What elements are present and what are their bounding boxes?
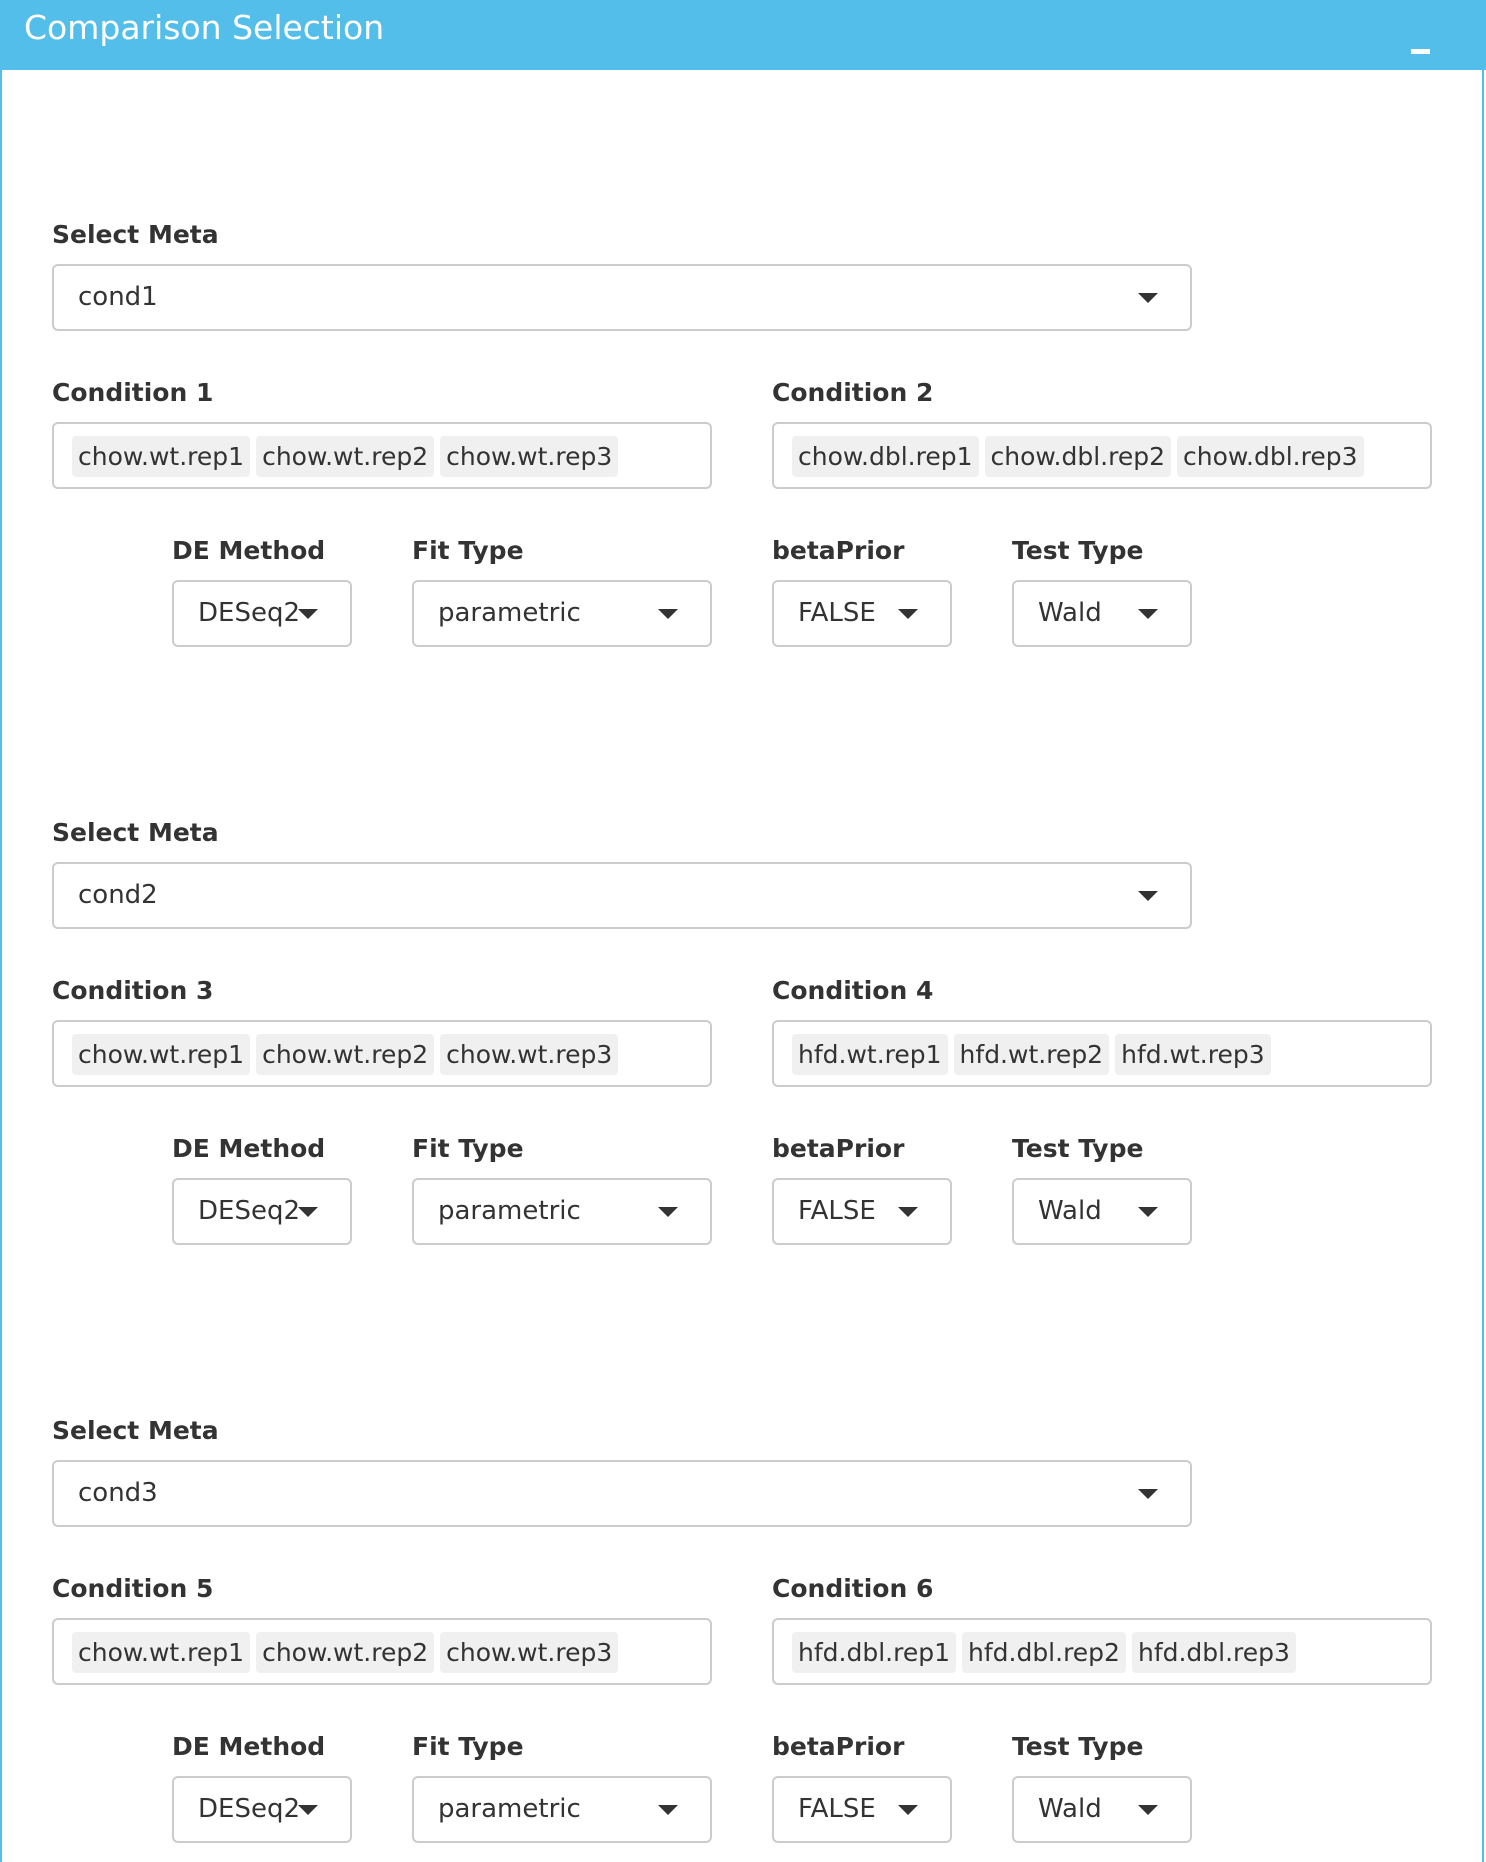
caret-down-icon	[1138, 609, 1158, 619]
beta-prior-value: FALSE	[798, 1794, 876, 1824]
sample-chip[interactable]: chow.wt.rep3	[440, 1632, 618, 1673]
caret-down-icon	[898, 1207, 918, 1217]
de-method-value: DESeq2	[198, 1196, 300, 1226]
fit-type-dropdown[interactable]	[412, 580, 712, 647]
sample-chip[interactable]: chow.dbl.rep3	[1177, 436, 1364, 477]
test-type-dropdown[interactable]	[1012, 580, 1192, 647]
panel-header	[2, 0, 1486, 70]
sample-chip[interactable]: chow.wt.rep1	[72, 1034, 250, 1075]
sample-chip[interactable]: chow.wt.rep2	[256, 436, 434, 477]
de-method-dropdown[interactable]	[172, 1776, 352, 1843]
select-meta-label: Select Meta	[52, 220, 219, 249]
condition-a-label: Condition 1	[52, 378, 214, 407]
beta-prior-label: betaPrior	[772, 536, 905, 565]
fit-type-value: parametric	[438, 1794, 581, 1824]
select-meta-dropdown[interactable]	[52, 264, 1192, 331]
condition-b-label: Condition 4	[772, 976, 934, 1005]
caret-down-icon	[658, 1805, 678, 1815]
condition-a-input[interactable]	[52, 1618, 712, 1685]
condition-b-label: Condition 6	[772, 1574, 934, 1603]
condition-b-input[interactable]	[772, 1618, 1432, 1685]
caret-down-icon	[298, 1805, 318, 1815]
caret-down-icon	[658, 609, 678, 619]
sample-chip[interactable]: chow.dbl.rep2	[985, 436, 1172, 477]
sample-chip[interactable]: chow.wt.rep3	[440, 436, 618, 477]
sample-chip[interactable]: chow.wt.rep2	[256, 1632, 434, 1673]
de-method-value: DESeq2	[198, 598, 300, 628]
select-meta-value: cond1	[78, 282, 158, 312]
sample-chip[interactable]: hfd.wt.rep3	[1115, 1034, 1271, 1075]
panel-title: Comparison Selection	[24, 8, 385, 47]
fit-type-value: parametric	[438, 598, 581, 628]
beta-prior-label: betaPrior	[772, 1134, 905, 1163]
de-method-dropdown[interactable]	[172, 1178, 352, 1245]
test-type-value: Wald	[1038, 1196, 1102, 1226]
minus-icon	[1411, 49, 1430, 54]
caret-down-icon	[658, 1207, 678, 1217]
test-type-dropdown[interactable]	[1012, 1178, 1192, 1245]
fit-type-label: Fit Type	[412, 536, 524, 565]
select-meta-value: cond3	[78, 1478, 158, 1508]
test-type-label: Test Type	[1012, 1134, 1144, 1163]
caret-down-icon	[1138, 1805, 1158, 1815]
beta-prior-dropdown[interactable]	[772, 1776, 952, 1843]
beta-prior-value: FALSE	[798, 598, 876, 628]
de-method-dropdown[interactable]	[172, 580, 352, 647]
condition-a-label: Condition 5	[52, 1574, 214, 1603]
condition-a-input[interactable]	[52, 1020, 712, 1087]
sample-chip[interactable]: hfd.wt.rep2	[954, 1034, 1110, 1075]
select-meta-dropdown[interactable]	[52, 862, 1192, 929]
test-type-value: Wald	[1038, 1794, 1102, 1824]
sample-chip[interactable]: hfd.wt.rep1	[792, 1034, 948, 1075]
beta-prior-label: betaPrior	[772, 1732, 905, 1761]
sample-chip[interactable]: chow.wt.rep1	[72, 436, 250, 477]
condition-b-label: Condition 2	[772, 378, 934, 407]
select-meta-label: Select Meta	[52, 818, 219, 847]
de-method-label: DE Method	[172, 1732, 326, 1761]
condition-b-input[interactable]	[772, 1020, 1432, 1087]
sample-chip[interactable]: hfd.dbl.rep3	[1132, 1632, 1296, 1673]
condition-a-input[interactable]	[52, 422, 712, 489]
test-type-dropdown[interactable]	[1012, 1776, 1192, 1843]
collapse-button[interactable]	[1402, 24, 1442, 64]
condition-b-input[interactable]	[772, 422, 1432, 489]
caret-down-icon	[1138, 1489, 1158, 1499]
caret-down-icon	[898, 1805, 918, 1815]
sample-chip[interactable]: hfd.dbl.rep2	[962, 1632, 1126, 1673]
condition-a-label: Condition 3	[52, 976, 214, 1005]
fit-type-dropdown[interactable]	[412, 1178, 712, 1245]
caret-down-icon	[1138, 293, 1158, 303]
test-type-label: Test Type	[1012, 536, 1144, 565]
caret-down-icon	[1138, 1207, 1158, 1217]
test-type-label: Test Type	[1012, 1732, 1144, 1761]
fit-type-label: Fit Type	[412, 1732, 524, 1761]
test-type-value: Wald	[1038, 598, 1102, 628]
beta-prior-value: FALSE	[798, 1196, 876, 1226]
de-method-value: DESeq2	[198, 1794, 300, 1824]
sample-chip[interactable]: chow.wt.rep1	[72, 1632, 250, 1673]
beta-prior-dropdown[interactable]	[772, 1178, 952, 1245]
sample-chip[interactable]: hfd.dbl.rep1	[792, 1632, 956, 1673]
caret-down-icon	[1138, 891, 1158, 901]
sample-chip[interactable]: chow.dbl.rep1	[792, 436, 979, 477]
de-method-label: DE Method	[172, 1134, 326, 1163]
caret-down-icon	[298, 609, 318, 619]
beta-prior-dropdown[interactable]	[772, 580, 952, 647]
de-method-label: DE Method	[172, 536, 326, 565]
select-meta-label: Select Meta	[52, 1416, 219, 1445]
sample-chip[interactable]: chow.wt.rep2	[256, 1034, 434, 1075]
select-meta-dropdown[interactable]	[52, 1460, 1192, 1527]
caret-down-icon	[898, 609, 918, 619]
caret-down-icon	[298, 1207, 318, 1217]
fit-type-label: Fit Type	[412, 1134, 524, 1163]
fit-type-dropdown[interactable]	[412, 1776, 712, 1843]
sample-chip[interactable]: chow.wt.rep3	[440, 1034, 618, 1075]
select-meta-value: cond2	[78, 880, 158, 910]
fit-type-value: parametric	[438, 1196, 581, 1226]
